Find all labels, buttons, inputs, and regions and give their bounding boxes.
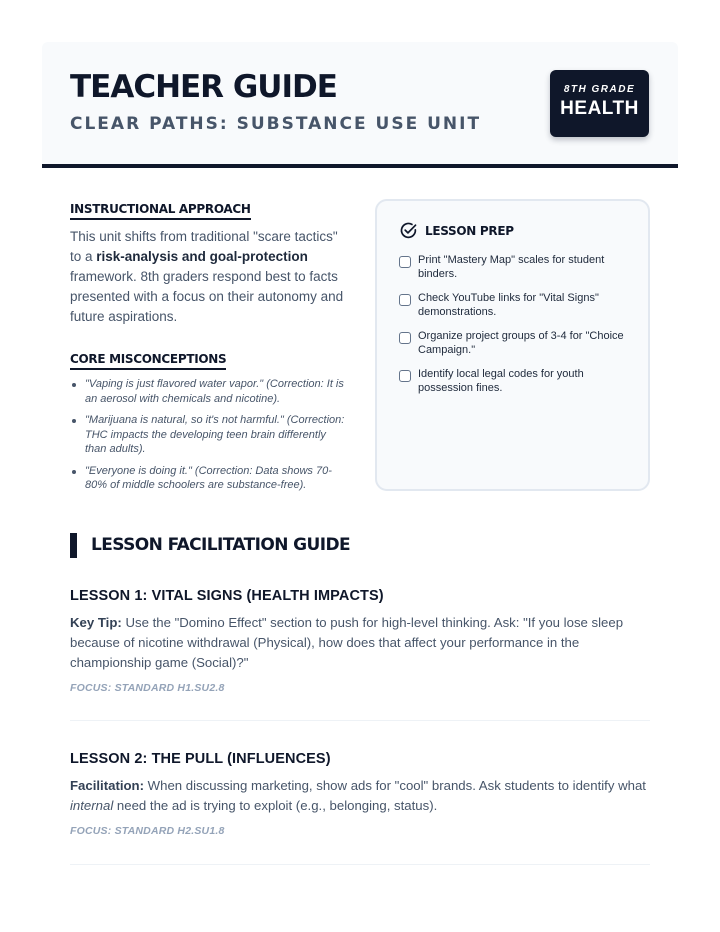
grade-badge bbox=[550, 70, 649, 137]
lesson-1-focus-standard: FOCUS: STANDARD H1.SU2.8 bbox=[70, 682, 225, 694]
misconception-item: "Everyone is doing it." (Correction: Data shows 70-80% of middle schoolers are substance-free). bbox=[70, 464, 350, 493]
checklist-checkbox[interactable] bbox=[399, 256, 411, 268]
lesson-prep-header bbox=[399, 221, 514, 240]
lesson-prep-card bbox=[375, 199, 650, 491]
approach-text-start: This unit shifts from traditional "scare tactics" to a bbox=[70, 229, 338, 264]
lesson-1-block bbox=[70, 588, 650, 694]
checklist-checkbox[interactable] bbox=[399, 332, 411, 344]
misconception-item: "Vaping is just flavored water vapor." (Correction: It is an aerosol with chemicals and nicotine). bbox=[70, 377, 350, 406]
lesson-1-title: LESSON 1: VITAL SIGNS (HEALTH IMPACTS) bbox=[70, 588, 384, 604]
lesson-prep-checklist bbox=[399, 253, 634, 405]
lesson-2-focus-standard: FOCUS: STANDARD H2.SU1.8 bbox=[70, 825, 225, 837]
misconception-item: "Marijuana is natural, so it's not harmful." (Correction: THC impacts the developing teen brain differently than adults). bbox=[70, 413, 350, 457]
lesson-prep-title: LESSON PREP bbox=[425, 223, 514, 238]
subject-badge-label: HEALTH bbox=[560, 98, 639, 119]
lesson-1-text: Use the "Domino Effect" section to push for high-level thinking. Ask: "If you lose sleep because of nicotine withdrawal (Physical), how does that affect your performance in the championship game (Social)?" bbox=[70, 615, 624, 670]
checklist-checkbox[interactable] bbox=[399, 294, 411, 306]
lesson-divider bbox=[70, 864, 650, 865]
approach-text-end: framework. 8th graders respond best to facts presented with a focus on their autonomy and future aspirations. bbox=[70, 269, 344, 324]
misconceptions-list bbox=[70, 377, 350, 500]
lesson-2-body bbox=[70, 776, 650, 816]
approach-paragraph bbox=[70, 227, 350, 327]
approach-text-bold: risk-analysis and goal-protection bbox=[96, 249, 308, 264]
lesson-2-text-end: need the ad is trying to exploit (e.g., belonging, status). bbox=[113, 798, 438, 813]
lesson-2-text-emphasis: internal bbox=[70, 798, 114, 813]
checklist-item bbox=[399, 367, 634, 395]
lesson-2-title: LESSON 2: THE PULL (INFLUENCES) bbox=[70, 751, 331, 767]
checklist-checkbox[interactable] bbox=[399, 370, 411, 382]
approach-heading: INSTRUCTIONAL APPROACH bbox=[70, 202, 251, 220]
page-subtitle: CLEAR PATHS: SUBSTANCE USE UNIT bbox=[70, 114, 482, 134]
checklist-item-label: Identify local legal codes for youth possession fines. bbox=[418, 368, 584, 394]
lesson-1-body bbox=[70, 613, 650, 673]
checklist-item bbox=[399, 329, 634, 357]
lesson-divider bbox=[70, 720, 650, 721]
checklist-item-label: Print "Mastery Map" scales for student binders. bbox=[418, 254, 605, 280]
lesson-2-block bbox=[70, 751, 650, 837]
lesson-2-text-start: When discussing marketing, show ads for "cool" brands. Ask students to identify what bbox=[144, 778, 646, 793]
check-circle-icon bbox=[399, 221, 418, 240]
page-header bbox=[42, 42, 678, 168]
misconceptions-heading: CORE MISCONCEPTIONS bbox=[70, 352, 226, 370]
page-title: TEACHER GUIDE bbox=[70, 69, 337, 105]
section-accent-bar bbox=[70, 533, 77, 558]
checklist-item bbox=[399, 253, 634, 281]
checklist-item bbox=[399, 291, 634, 319]
lesson-2-lead: Facilitation: bbox=[70, 778, 144, 793]
grade-badge-label: 8TH GRADE bbox=[563, 84, 636, 95]
checklist-item-label: Organize project groups of 3-4 for "Choice Campaign." bbox=[418, 330, 624, 356]
checklist-item-label: Check YouTube links for "Vital Signs" demonstrations. bbox=[418, 292, 599, 318]
facilitation-guide-title: LESSON FACILITATION GUIDE bbox=[91, 535, 350, 555]
lesson-1-lead: Key Tip: bbox=[70, 615, 122, 630]
